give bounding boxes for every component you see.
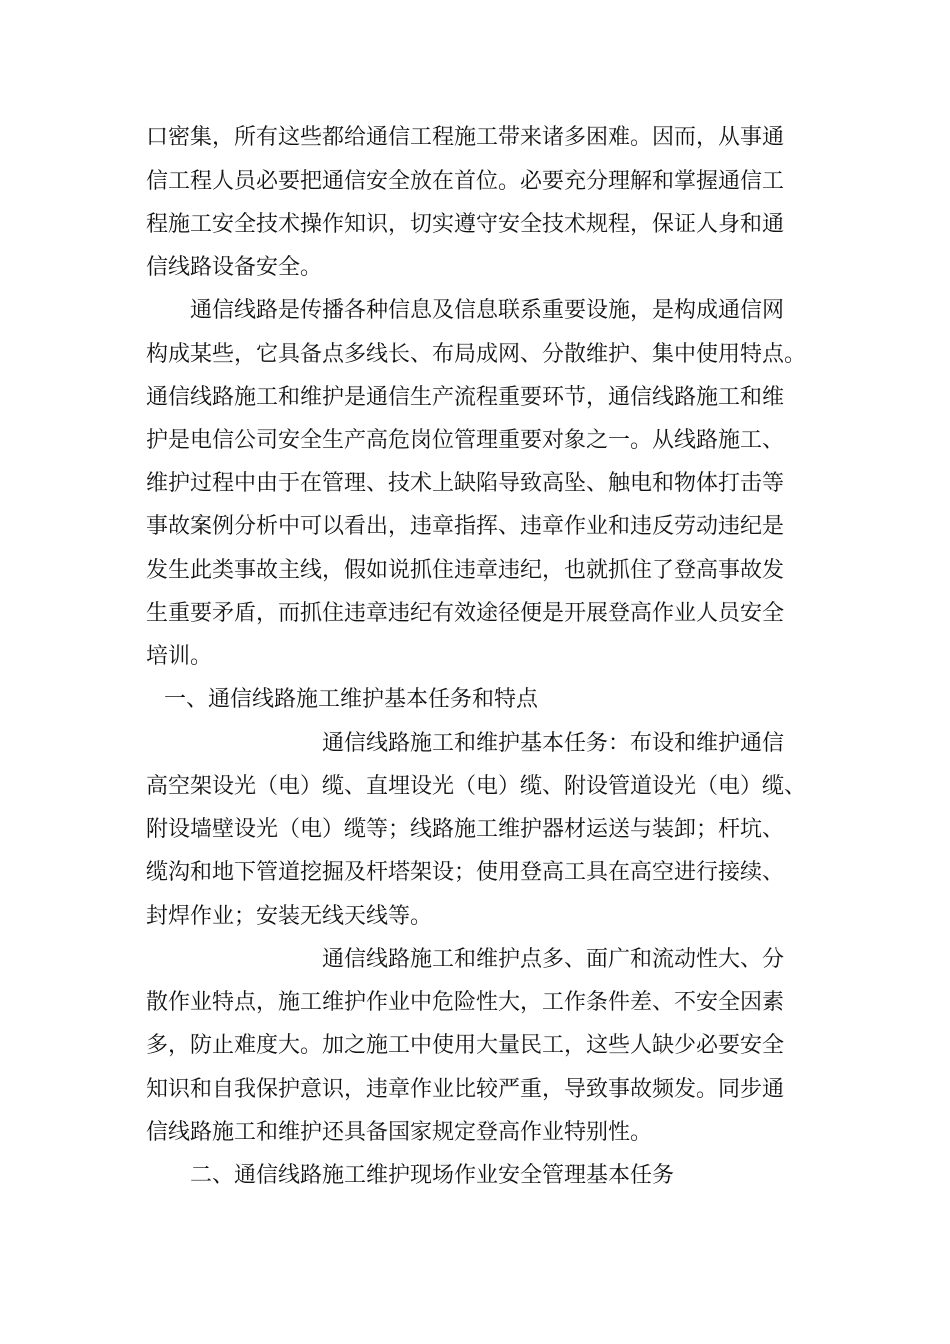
paragraph-first-line: 通信线路是传播各种信息及信息联系重要设施，是构成通信网: [190, 298, 785, 323]
text-line: 高空架设光（电）缆、直埋设光（电）缆、附设管道设光（电）缆、: [146, 774, 807, 799]
text-line: 构成某些，它具备点多线长、布局成网、分散维护、集中使用特点。: [146, 342, 807, 367]
text-line: 通信线路施工和维护是通信生产流程重要环节，通信线路施工和维: [146, 385, 785, 410]
text-line: 发生此类事故主线，假如说抓住违章违纪，也就抓住了登高事故发: [146, 558, 785, 583]
section-heading-1: 一、通信线路施工维护基本任务和特点: [164, 687, 539, 712]
text-line: 生重要矛盾，而抓住违章违纪有效途径便是开展登高作业人员安全: [146, 601, 785, 626]
text-line: 信线路设备安全。: [146, 255, 323, 280]
text-line: 散作业特点，施工维护作业中危险性大，工作条件差、不安全因素: [146, 990, 785, 1015]
section-heading-2: 二、通信线路施工维护现场作业安全管理基本任务: [190, 1163, 675, 1188]
text-line: 护是电信公司安全生产高危岗位管理重要对象之一。从线路施工、: [146, 428, 785, 453]
text-line: 程施工安全技术操作知识，切实遵守安全技术规程，保证人身和通: [146, 212, 785, 237]
text-line: 信工程人员必要把通信安全放在首位。必要充分理解和掌握通信工: [146, 169, 785, 194]
text-line: 信线路施工和维护还具备国家规定登高作业特别性。: [146, 1120, 653, 1145]
text-line: 附设墙壁设光（电）缆等；线路施工维护器材运送与装卸；杆坑、: [146, 817, 785, 842]
text-line: 维护过程中由于在管理、技术上缺陷导致高坠、触电和物体打击等: [146, 471, 785, 496]
paragraph-first-line: 通信线路施工和维护点多、面广和流动性大、分: [322, 947, 785, 972]
text-line: 口密集，所有这些都给通信工程施工带来诸多困难。因而，从事通: [146, 125, 785, 150]
paragraph-first-line: 通信线路施工和维护基本任务：布设和维护通信: [322, 731, 785, 756]
text-line: 培训。: [146, 644, 213, 669]
text-line: 缆沟和地下管道挖掘及杆塔架设；使用登高工具在高空进行接续、: [146, 860, 785, 885]
text-line: 知识和自我保护意识，违章作业比较严重，导致事故频发。同步通: [146, 1077, 785, 1102]
text-line: 多，防止难度大。加之施工中使用大量民工，这些人缺少必要安全: [146, 1033, 785, 1058]
text-line: 封焊作业；安装无线天线等。: [146, 904, 433, 929]
text-line: 事故案例分析中可以看出，违章指挥、违章作业和违反劳动违纪是: [146, 514, 785, 539]
